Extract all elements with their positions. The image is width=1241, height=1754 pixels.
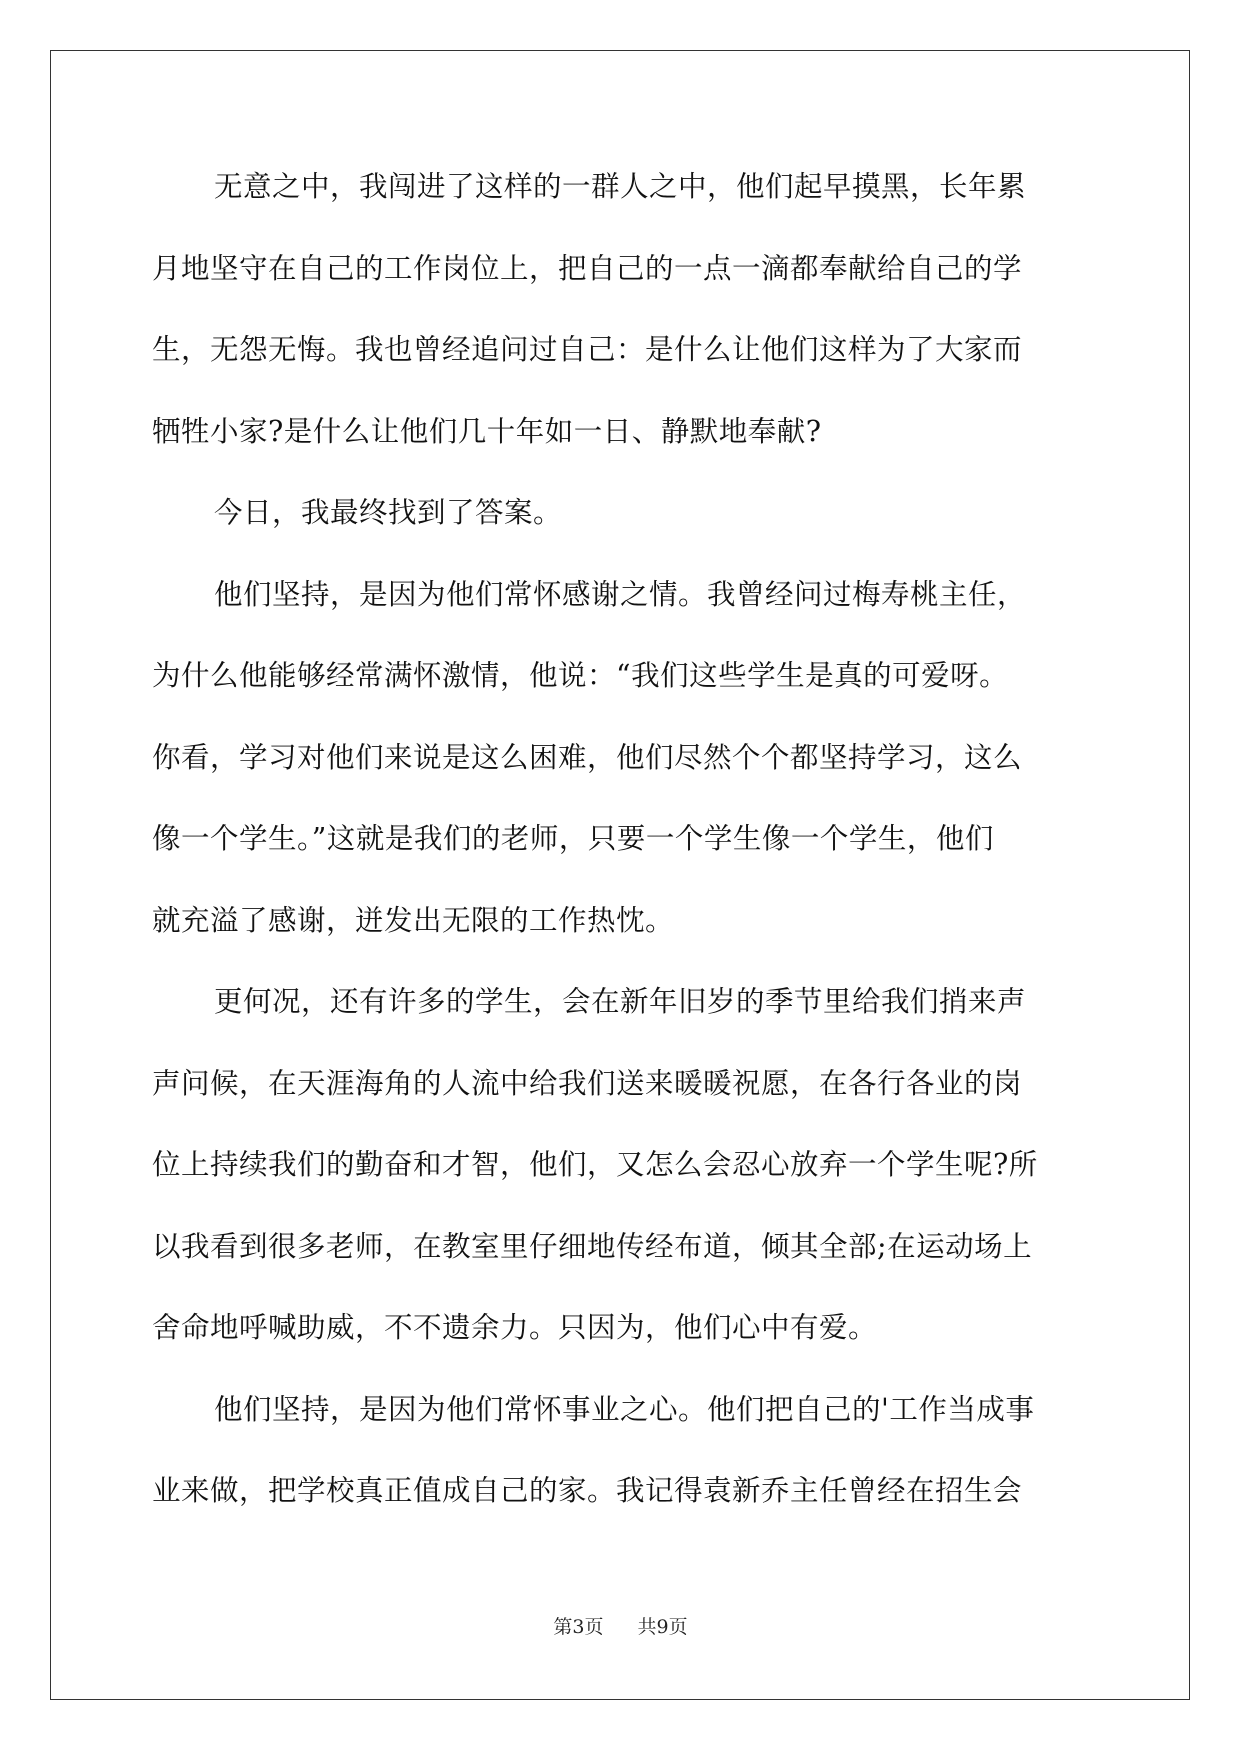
text-line: 你看，学习对他们来说是这么困难，他们尽然个个都坚持学习，这么 xyxy=(152,740,1023,774)
text-line: 更何况，还有许多的学生，会在新年旧岁的季节里给我们捎来声 xyxy=(214,985,1027,1018)
paragraph-2 xyxy=(152,492,1088,574)
text-line: 为什么他能够经常满怀激情，他说：“我们这些学生是真的可爱呀。 xyxy=(152,659,1009,692)
text-line: 位上持续我们的勤奋和才智，他们，又怎么会忍心放弃一个学生呢?所 xyxy=(152,1148,1038,1181)
text-line: 声问候，在天涯海角的人流中给我们送来暖暖祝愿，在各行各业的岗 xyxy=(152,1066,1023,1100)
text-line: 牺牲小家?是什么让他们几十年如一日、静默地奉献? xyxy=(152,414,822,448)
text-line: 业来做，把学校真正值成自己的家。我记得袁新乔主任曾经在招生会 xyxy=(152,1474,1023,1507)
page-number: 第3页 xyxy=(553,1616,604,1638)
document-body xyxy=(152,166,1088,1552)
text-line: 无意之中，我闯进了这样的一群人之中，他们起早摸黑，长年累 xyxy=(214,170,1027,203)
text-line: 月地坚守在自己的工作岗位上，把自己的一点一滴都奉献给自己的学 xyxy=(152,251,1023,285)
text-line: 舍命地呼喊助威，不不遗余力。只因为，他们心中有爱。 xyxy=(152,1311,878,1344)
text-line: 以我看到很多老师，在教室里仔细地传经布道，倾其全部;在运动场上 xyxy=(152,1229,1033,1263)
text-line: 他们坚持，是因为他们常怀感谢之情。我曾经问过梅寿桃主任， xyxy=(214,577,1027,611)
text-line: 他们坚持，是因为他们常怀事业之心。他们把自己的'工作当成事 xyxy=(214,1392,1035,1426)
paragraph-1 xyxy=(152,166,1088,492)
paragraph-3 xyxy=(152,574,1088,982)
text-line: 就充溢了感谢，迸发出无限的工作热忱。 xyxy=(152,903,675,937)
page-total: 共9页 xyxy=(637,1616,688,1638)
text-line: 像一个学生。”这就是我们的老师，只要一个学生像一个学生，他们 xyxy=(152,822,994,855)
page-footer xyxy=(0,1612,1241,1639)
text-line: 生，无怨无悔。我也曾经追问过自己：是什么让他们这样为了大家而 xyxy=(152,333,1023,366)
paragraph-4 xyxy=(152,981,1088,1389)
text-line: 今日，我最终找到了答案。 xyxy=(214,496,563,529)
paragraph-5 xyxy=(152,1389,1088,1552)
